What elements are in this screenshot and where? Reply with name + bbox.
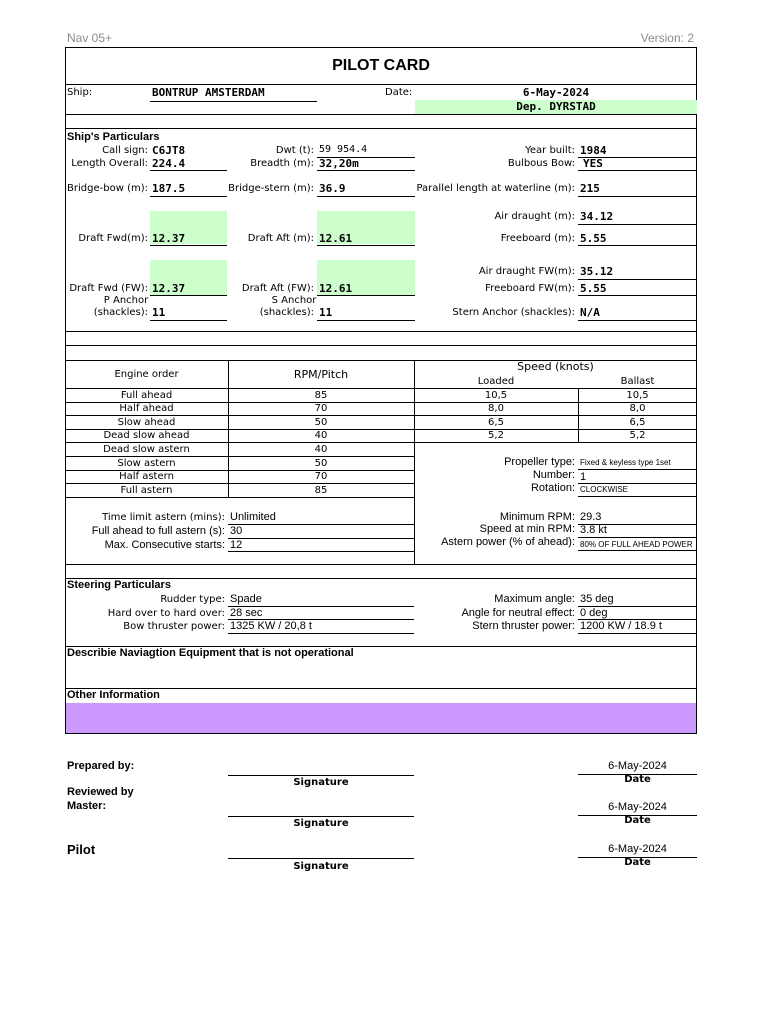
- prepared-by-label: Prepared by:: [67, 760, 135, 772]
- stern-thruster-value: 1200 KW / 18.9 t: [580, 620, 662, 632]
- min-rpm-value: 29.3: [580, 511, 602, 523]
- draft-fwd-fw-value: 12.37: [152, 282, 186, 295]
- draft-fwd-fw-label: Draft Fwd (FW):: [69, 283, 148, 294]
- time-limit-label: Time limit astern (mins):: [102, 512, 225, 523]
- loaded-speed-cell: 6,5: [488, 417, 504, 428]
- ballast-speed-cell: 6,5: [629, 417, 646, 428]
- rpm-cell: 85: [314, 390, 328, 401]
- bridge-bow-value: 187.5: [152, 182, 186, 195]
- min-rpm-label: Minimum RPM:: [499, 511, 575, 523]
- time-limit-value: Unlimited: [230, 511, 276, 523]
- bridge-bow-label: Bridge-bow (m):: [67, 183, 148, 194]
- date-caption: Date: [624, 857, 651, 868]
- pilot-label: Pilot: [67, 842, 96, 857]
- air-draught-label: Air draught (m):: [494, 211, 575, 222]
- rpm-cell: 85: [314, 485, 328, 496]
- departure: Dep. DYRSTAD: [516, 100, 596, 113]
- page-title: PILOT CARD: [332, 57, 430, 74]
- stern-thruster-label: Stern thruster power:: [472, 620, 575, 632]
- engine-order-cell: Half ahead: [119, 403, 174, 414]
- draft-aft-value: 12.61: [319, 232, 353, 245]
- astern-power-label: Astern power (% of ahead):: [441, 536, 575, 548]
- full-ahead-astern-label: Full ahead to full astern (s):: [91, 525, 225, 537]
- length-overall-value: 224.4: [152, 157, 186, 170]
- bow-thruster-label: Bow thruster power:: [123, 621, 225, 632]
- bulbous-bow-label: Bulbous Bow:: [507, 158, 575, 169]
- engine-order-cell: Slow ahead: [117, 417, 176, 428]
- draft-aft-fw-value: 12.61: [319, 282, 353, 295]
- dwt-value: 59 954.4: [319, 144, 368, 155]
- col-speed: Speed (knots): [517, 360, 594, 373]
- col-engine-order: Engine order: [114, 369, 179, 380]
- rpm-cell: 70: [314, 403, 328, 414]
- p-anchor-value: 11: [152, 306, 166, 319]
- freeboard-fw-value: 5.55: [580, 282, 607, 295]
- ballast-speed-cell: 5,2: [629, 430, 646, 441]
- form-version: Version: 2: [640, 31, 694, 45]
- freeboard-label: Freeboard (m):: [500, 233, 575, 244]
- engine-order-cell: Dead slow astern: [103, 444, 190, 455]
- neutral-angle-label: Angle for neutral effect:: [461, 607, 575, 619]
- breadth-label: Breadth (m):: [250, 158, 314, 169]
- col-ballast: Ballast: [620, 376, 655, 387]
- p-anchor-label-2: (shackles):: [93, 307, 148, 318]
- breadth-value: 32,20m: [319, 157, 359, 170]
- loaded-speed-cell: 10,5: [484, 390, 508, 401]
- signature-caption: Signature: [293, 861, 349, 872]
- speed-min-rpm-value: 3.8 kt: [580, 524, 607, 536]
- bridge-stern-value: 36.9: [319, 182, 346, 195]
- loaded-speed-cell: 8,0: [488, 403, 504, 414]
- max-starts-value: 12: [230, 539, 243, 551]
- astern-power-value: 80% OF FULL AHEAD POWER: [580, 540, 693, 549]
- steering-heading: Steering Particulars: [67, 579, 171, 591]
- hard-over-value: 28 sec: [230, 607, 263, 619]
- bulbous-bow-value: YES: [583, 157, 603, 170]
- s-anchor-value: 11: [319, 306, 333, 319]
- bow-thruster-value: 1325 KW / 20,8 t: [230, 620, 312, 632]
- speed-min-rpm-label: Speed at min RPM:: [479, 523, 575, 535]
- call-sign-value: C6JT8: [152, 144, 186, 157]
- max-starts-label: Max. Consecutive starts:: [104, 539, 225, 551]
- engine-order-cell: Dead slow ahead: [103, 430, 190, 441]
- rudder-type-label: Rudder type:: [160, 594, 225, 605]
- year-built-label: Year built:: [525, 145, 575, 156]
- propeller-type-value: Fixed & keyless type 1set: [580, 458, 671, 467]
- rotation-value: CLOCKWISE: [580, 485, 629, 494]
- master-label: Master:: [67, 800, 107, 812]
- draft-aft-label: Draft Aft (m):: [247, 233, 314, 244]
- draft-fwd-label: Draft Fwd(m):: [78, 233, 148, 244]
- date-caption: Date: [624, 774, 651, 785]
- full-ahead-astern-value: 30: [230, 525, 243, 537]
- ballast-speed-cell: 8,0: [629, 403, 646, 414]
- neutral-angle-value: 0 deg: [580, 607, 608, 619]
- engine-order-cell: Full ahead: [120, 390, 173, 401]
- engine-order-cell: Full astern: [120, 485, 173, 496]
- freeboard-value: 5.55: [580, 232, 607, 245]
- loaded-speed-cell: 5,2: [488, 430, 504, 441]
- col-rpm-pitch: RPM/Pitch: [293, 368, 349, 381]
- length-overall-label: Length Overall:: [71, 158, 148, 169]
- signature-date: 6-May-2024: [608, 760, 667, 772]
- signature-caption: Signature: [293, 777, 349, 788]
- rpm-cell: 40: [314, 430, 328, 441]
- form-code: Nav 05+: [67, 31, 113, 45]
- signature-date: 6-May-2024: [608, 801, 667, 813]
- year-built-value: 1984: [580, 144, 607, 157]
- max-angle-value: 35 deg: [580, 593, 614, 605]
- rpm-cell: 50: [314, 417, 328, 428]
- propeller-number-value: 1: [580, 471, 587, 483]
- air-draught-fw-value: 35.12: [580, 265, 614, 278]
- rudder-type-value: Spade: [230, 593, 262, 605]
- date-caption: Date: [624, 815, 651, 826]
- rpm-cell: 50: [314, 458, 328, 469]
- engine-order-cell: Slow astern: [117, 458, 176, 469]
- other-info-heading: Other Information: [67, 689, 160, 701]
- propeller-type-label: Propeller type:: [504, 456, 575, 468]
- date-label: Date:: [385, 87, 413, 98]
- freeboard-fw-label: Freeboard FW(m):: [485, 283, 575, 294]
- ship-label: Ship:: [67, 87, 93, 98]
- ship-name: BONTRUP AMSTERDAM: [152, 86, 265, 99]
- parallel-length-label: Parallel length at waterline (m):: [416, 183, 575, 194]
- engine-order-cell: Half astern: [119, 471, 174, 482]
- rotation-label: Rotation:: [530, 482, 575, 494]
- air-draught-fw-label: Air draught FW(m):: [478, 266, 575, 277]
- call-sign-label: Call sign:: [102, 145, 148, 156]
- bridge-stern-label: Bridge-stern (m):: [228, 183, 314, 194]
- parallel-length-value: 215: [580, 182, 600, 195]
- ballast-speed-cell: 10,5: [626, 390, 649, 401]
- dwt-label: Dwt (t):: [275, 145, 314, 156]
- other-info-field[interactable]: [66, 703, 696, 733]
- draft-aft-fw-label: Draft Aft (FW):: [241, 283, 314, 294]
- date-value: 6-May-2024: [522, 86, 590, 99]
- nav-equipment-heading: Describie Naviagtion Equipment that is not operational: [67, 647, 354, 659]
- p-anchor-label: P Anchor: [103, 295, 149, 306]
- hard-over-label: Hard over to hard over:: [107, 608, 225, 619]
- s-anchor-label-2: (shackles):: [259, 307, 314, 318]
- particulars-heading: Ship's Particulars: [67, 131, 160, 143]
- stern-anchor-value: N/A: [580, 306, 600, 319]
- s-anchor-label: S Anchor: [271, 295, 317, 306]
- rpm-cell: 70: [314, 471, 328, 482]
- draft-fwd-value: 12.37: [152, 232, 186, 245]
- air-draught-value: 34.12: [580, 210, 614, 223]
- stern-anchor-label: Stern Anchor (shackles):: [452, 307, 575, 318]
- max-angle-label: Maximum angle:: [494, 593, 575, 605]
- propeller-number-label: Number:: [532, 469, 575, 481]
- signature-caption: Signature: [293, 818, 349, 829]
- col-loaded: Loaded: [477, 376, 515, 387]
- rpm-cell: 40: [314, 444, 328, 455]
- signature-date: 6-May-2024: [608, 843, 667, 855]
- reviewed-by-label: Reviewed by: [67, 786, 134, 798]
